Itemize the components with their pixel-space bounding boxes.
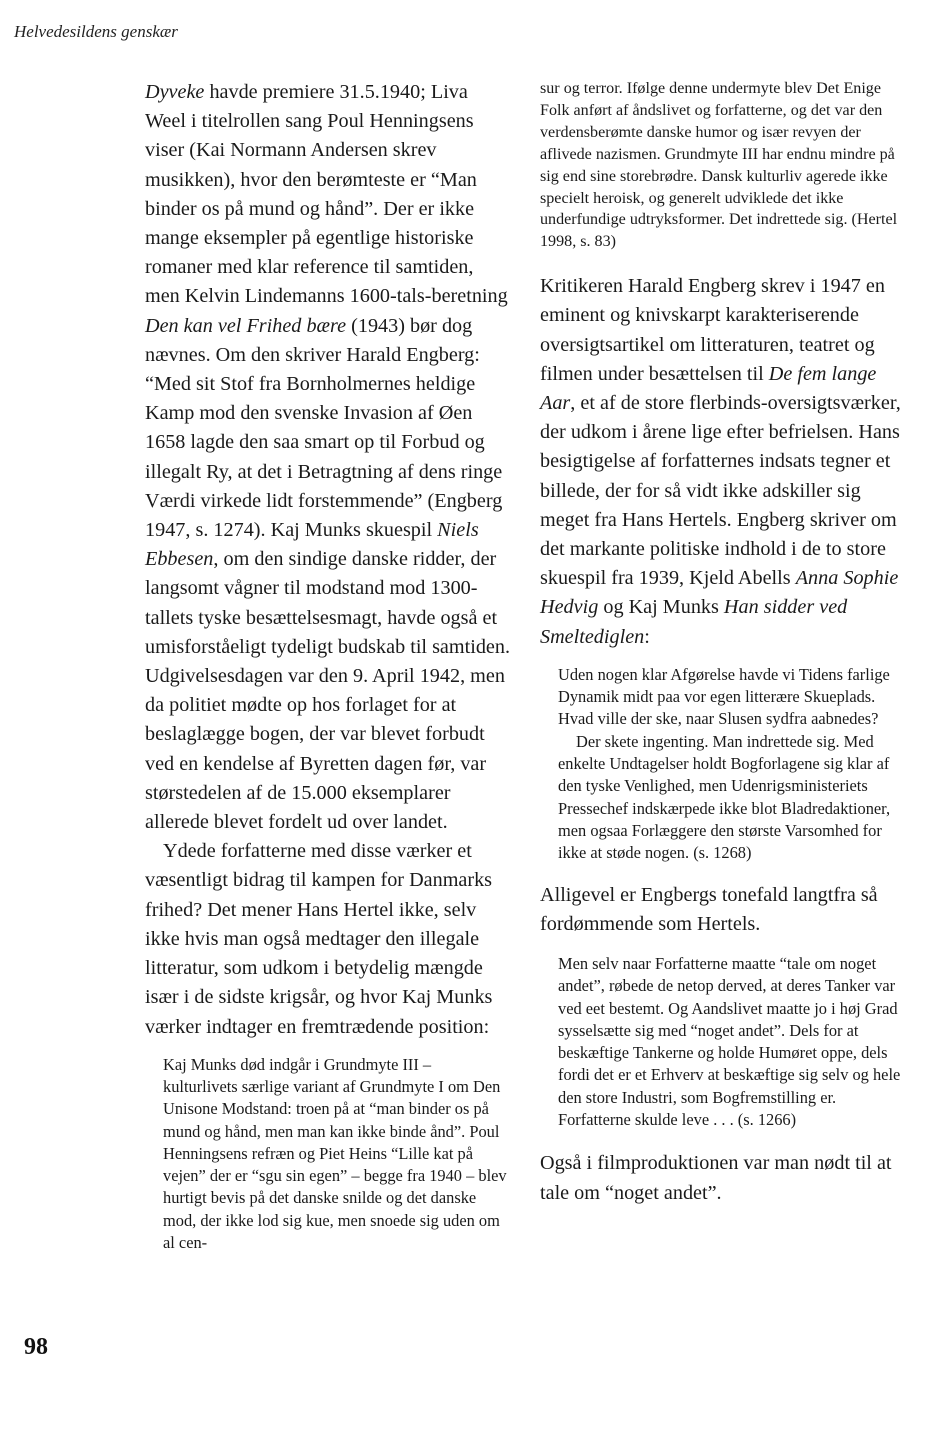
page-number: 98 [24, 1334, 48, 1360]
title-de-fem-lange-aar: De fem lange Aar [540, 362, 877, 415]
p1-text-b: (1943) bør dog nævnes. Om den skriver Harald Engberg: “Med sit Stof fra Bornholmernes heldige Kamp mod den svenske Invasion af Øen 1658 lagde den saa smart op til Forbud og illegalt Ry, at det i Betragtning af dens ringe Værdi virkede lidt forstemmende” (Engberg 1947, s. 1274). Kaj Munks skuespil [145, 314, 503, 542]
block-quote-hertel-continued: sur og terror. Ifølge denne undermyte blev Det Enige Folk anført af åndslivet og forfatterne, og det var den verdensberømte danske humor og især revyen der aflivede nazismen. Grundmyte III har endnu mindre på sig end sine storebrødre. Dansk kulturliv agerede ikke specielt heroisk, og generelt udviklede det ikke underfundige udtryksformer. Det indrettede sig. (Hertel 1998, s. 83) [540, 80, 898, 251]
p1-text-c: , om den sindige danske ridder, der langsomt vågner til modstand mod 1300-tallets tyske besættelsesmagt, havde også et umisforståeligt tydeligt budskab til samtiden. Udgivelsesdagen var den 9. April 1942, men da politiet mødte op hos forlaget for at beslaglægge bogen, der var blevet forbudt ved en kendelse af Byretten dagen før, var størstedelen af de 15.000 eksemplarer allerede blevet fordelt ud over landet. [145, 548, 511, 834]
p3-text-a: Kritikeren Harald Engberg skrev i 1947 en eminent og knivskarpt karakteriserende oversigtsartikel om litteraturen, teatret og filmen under besættelsen til [540, 275, 885, 385]
p3-text-c: og Kaj Munks [598, 596, 724, 619]
title-niels-ebbesen: Niels Ebbesen [145, 519, 479, 571]
block-quote-engberg-2: Men selv naar Forfatterne maatte “tale om noget andet”, røbede de netop derved, at deres Tanker var ved eet bestemt. Og Aandslivet maatte jo i høj Grad sysselsætte sig med “noget andet”. Dels for at beskæftige Tankerne og holde Humøret oppe, dels fordi det er et Erhverv at beskæftige sig selv og hele den store Industri, som Bogfremstilling er. Forfatterne skulde leve . . . (s. 1266) [558, 953, 901, 1130]
p3-text-d: : [644, 625, 650, 648]
body-paragraph-4: Alligevel er Engbergs tonefald langtfra så fordømmende som Hertels. [540, 883, 878, 935]
title-han-sidder-ved-smeltediglen: Han sidder ved Smeltediglen [540, 596, 848, 648]
body-paragraph-1 [145, 78, 513, 837]
right-column [540, 78, 910, 1208]
block-quote-hertel: Kaj Munks død indgår i Grundmyte III – kulturlivets særlige variant af Grundmyte I om Den Unisone Modstand: troen på at “man binder os på mund og hånd, men man kan ikke binde ånd”. Poul Henningsens refræn og Piet Heins “Lille kat på vejen” der er “sgu sin egen” – begge fra 1940 – blev hurtigt bevis på det danske snilde og det danske mod, der ikke lod sig kue, men snoede sig uden om al cen- [163, 1054, 507, 1253]
p3-text-b: , et af de store flerbinds-oversigtsværker, der udkom i årene lige efter befrielsen. Hans besigtigelse af forfatternes indsats tegner et billede, der for så vidt ikke adskiller sig meget fra Hans Hertels. Engberg skriver om det markante politiske indhold i de to store skuespil fra 1939, Kjeld Abells [540, 392, 901, 590]
left-column [145, 78, 513, 1254]
title-dyveke: Dyveke [145, 81, 205, 103]
body-paragraph-2: Ydede forfatterne med disse værker et væsentligt bidrag til kampen for Danmarks frihed? Det mener Hans Hertel ikke, selv ikke hvis man også medtager den illegale litteratur, som udkom i betydelig mængde især i de sidste krigsår, og hvor Kaj Munks værker indtager en fremtrædende position: [145, 840, 493, 1038]
p1-text-a: havde premiere 31.5.1940; Liva Weel i titelrollen sang Poul Henningsens viser (Kai Normann Andersen skrev musikken), hvor den berømteste er “Man binder os på mund og hånd”. Der er ikke mange eksempler på egentlige historiske romaner med klar reference til samtiden, men Kelvin Lindemanns 1600-tals-beretning [145, 81, 508, 308]
block-quote-engberg-1b: Der skete ingenting. Man indrettede sig. Med enkelte Undtagelser holdt Bogforlagene sig klar af den tyske Venlighed, men Udenrigsministeriets Pressechef indskærpede ikke blot Bladredaktioner, men ogsaa Forlæggere den største Varsomhed for ikke at støde nogen. (s. 1268) [558, 731, 891, 863]
running-head: Helvedesildens genskær [14, 22, 178, 41]
block-quote-engberg-1a: Uden nogen klar Afgørelse havde vi Tidens farlige Dynamik midt paa vor egen litterære Skueplads. Hvad ville der ske, naar Slusen sydfra aabnedes? [558, 664, 890, 729]
title-den-kan-vel-frihed-baere: Den kan vel Frihed bære [145, 314, 347, 337]
title-anna-sophie-hedvig: Anna Sophie Hedvig [540, 567, 899, 619]
body-paragraph-3 [540, 272, 910, 652]
body-paragraph-5: Også i filmproduktionen var man nødt til at tale om “noget andet”. [540, 1152, 892, 1204]
